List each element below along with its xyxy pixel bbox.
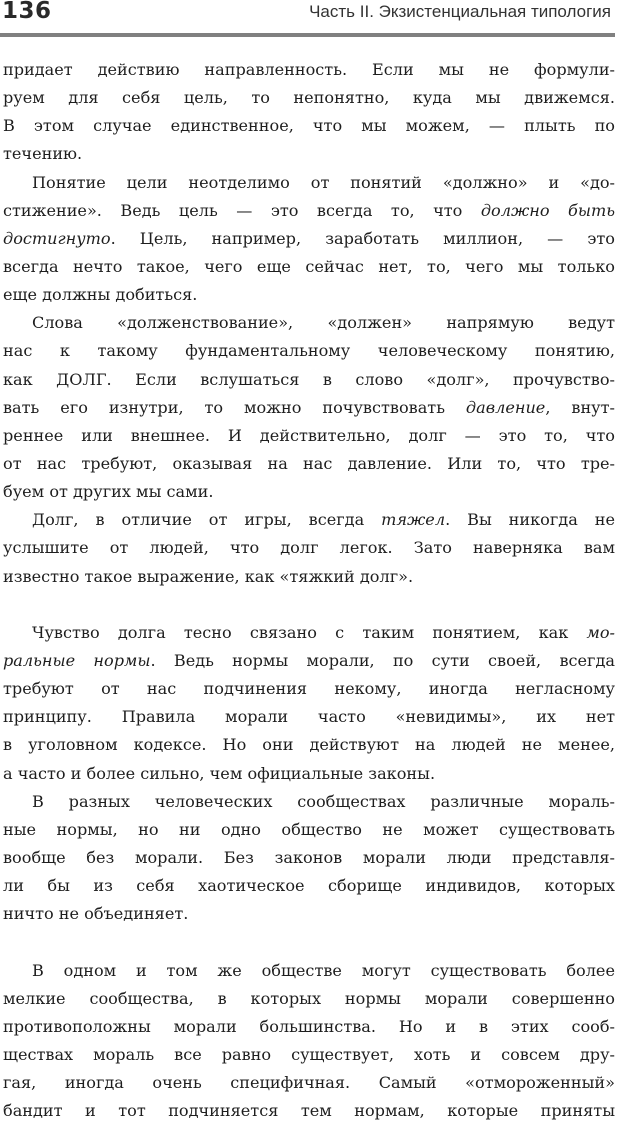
text-line — [3, 675, 615, 703]
text-segment: как ДОЛГ. Если вслушаться в слово «долг», прочувство- — [3, 369, 615, 389]
italic-text: тяжел — [381, 510, 446, 530]
text-line — [3, 140, 615, 168]
text-line — [3, 619, 615, 647]
text-segment: услышите от людей, что долг легок. Зато наверняка вам — [3, 538, 615, 558]
text-line — [3, 225, 615, 253]
text-line — [3, 197, 615, 225]
text-line — [3, 1069, 615, 1097]
text-line — [3, 563, 615, 591]
text-line — [3, 84, 615, 112]
text-segment: реннее или внешнее. И действительно, долг — это то, что — [3, 425, 615, 445]
text-line — [3, 309, 615, 337]
text-line — [3, 281, 615, 309]
page-number: 136 — [2, 0, 52, 24]
text-segment: ничто не объединяет. — [3, 904, 189, 924]
text-segment: принципу. Правила морали часто «невидимы», их нет — [3, 707, 615, 727]
text-segment: придает действию направленность. Если мы не формули- — [3, 60, 615, 79]
text-line — [3, 169, 615, 197]
italic-text: достигнуто — [3, 228, 111, 248]
text-segment: , внут- — [545, 397, 615, 417]
italic-text: должно быть — [480, 200, 615, 220]
text-segment: . Вы никогда не — [445, 510, 615, 530]
text-line — [3, 1097, 615, 1125]
text-line — [3, 394, 615, 422]
text-segment: . Ведь нормы морали, по сути своей, всегда — [150, 650, 615, 670]
text-segment: противоположны морали большинства. Но и в этих сооб- — [3, 1016, 615, 1036]
text-segment: вать его изнутри, то можно почувствовать — [3, 397, 466, 417]
text-segment: Понятие цели неотделимо от понятий «должно» и «до- — [32, 172, 615, 192]
text-line — [3, 731, 615, 759]
text-segment: стижение». Ведь цель — это всегда то, что — [3, 200, 481, 220]
text-line — [3, 985, 615, 1013]
body-text — [3, 56, 615, 1125]
text-segment: известно такое выражение, как «тяжкий долг». — [3, 566, 414, 586]
paragraph-gap — [3, 928, 615, 956]
text-segment: течению. — [3, 144, 83, 164]
text-line — [3, 844, 615, 872]
text-line — [3, 788, 615, 816]
text-segment: всегда нечто такое, чего еще сейчас нет, то, чего мы только — [3, 256, 615, 276]
text-line — [3, 366, 615, 394]
text-segment: еще должны добиться. — [3, 285, 198, 305]
text-segment: в уголовном кодексе. Но они действуют на людей не менее, — [3, 735, 615, 755]
text-segment: В разных человеческих сообществах различные мораль- — [32, 791, 615, 811]
text-segment: Чувство долга тесно связано с таким понятием, как — [32, 622, 587, 642]
text-line — [3, 478, 615, 506]
text-line — [3, 253, 615, 281]
text-line — [3, 1013, 615, 1041]
text-segment: мелкие сообщества, в которых нормы морали совершенно — [3, 988, 615, 1008]
text-segment: ществах мораль все равно существует, хоть и совсем дру- — [3, 1044, 615, 1064]
text-segment: вообще без морали. Без законов морали люди представля- — [3, 847, 615, 867]
text-segment: Слова «долженствование», «должен» напрямую ведут — [32, 313, 615, 333]
text-segment: от нас требуют, оказывая на нас давление. Или то, что тре- — [3, 453, 615, 473]
header-rule — [0, 33, 615, 37]
page-header — [0, 0, 615, 30]
text-line — [3, 506, 615, 534]
text-segment: а часто и более сильно, чем официальные законы. — [3, 763, 436, 783]
italic-text: мо- — [586, 622, 615, 642]
running-title: Часть II. Экзистенциальная типология — [309, 2, 611, 21]
text-segment: ли бы из себя хаотическое сборище индивидов, которых — [3, 876, 615, 896]
text-segment: ные нормы, но ни одно общество не может существовать — [3, 819, 615, 839]
text-line — [3, 1041, 615, 1069]
text-segment: гая, иногда очень специфичная. Самый «отмороженный» — [3, 1073, 615, 1093]
text-line — [3, 647, 615, 675]
text-line — [3, 450, 615, 478]
text-line — [3, 760, 615, 788]
text-line — [3, 900, 615, 928]
italic-text: давление — [465, 397, 546, 417]
text-line — [3, 337, 615, 365]
text-line — [3, 422, 615, 450]
text-segment: бандит и тот подчиняется тем нормам, которые приняты — [3, 1101, 615, 1121]
text-segment: руем для себя цель, то непонятно, куда мы движемся. — [3, 88, 615, 108]
italic-text: ральные нормы — [3, 650, 151, 670]
text-line — [3, 957, 615, 985]
text-line — [3, 816, 615, 844]
text-line — [3, 112, 615, 140]
text-line — [3, 56, 615, 84]
text-line — [3, 872, 615, 900]
text-segment: . Цель, например, заработать миллион, — это — [110, 228, 615, 248]
text-segment: требуют от нас подчинения некому, иногда негласному — [3, 679, 615, 699]
text-segment: нас к такому фундаментальному человеческому понятию, — [3, 341, 615, 361]
text-segment: буем от других мы сами. — [3, 482, 214, 502]
paragraph-gap — [3, 591, 615, 619]
text-line — [3, 534, 615, 562]
text-segment: Долг, в отличие от игры, всегда — [32, 510, 382, 530]
text-segment: В этом случае единственное, что мы можем, — плыть по — [3, 116, 615, 136]
text-segment: В одном и том же обществе могут существовать более — [32, 960, 615, 980]
text-line — [3, 703, 615, 731]
